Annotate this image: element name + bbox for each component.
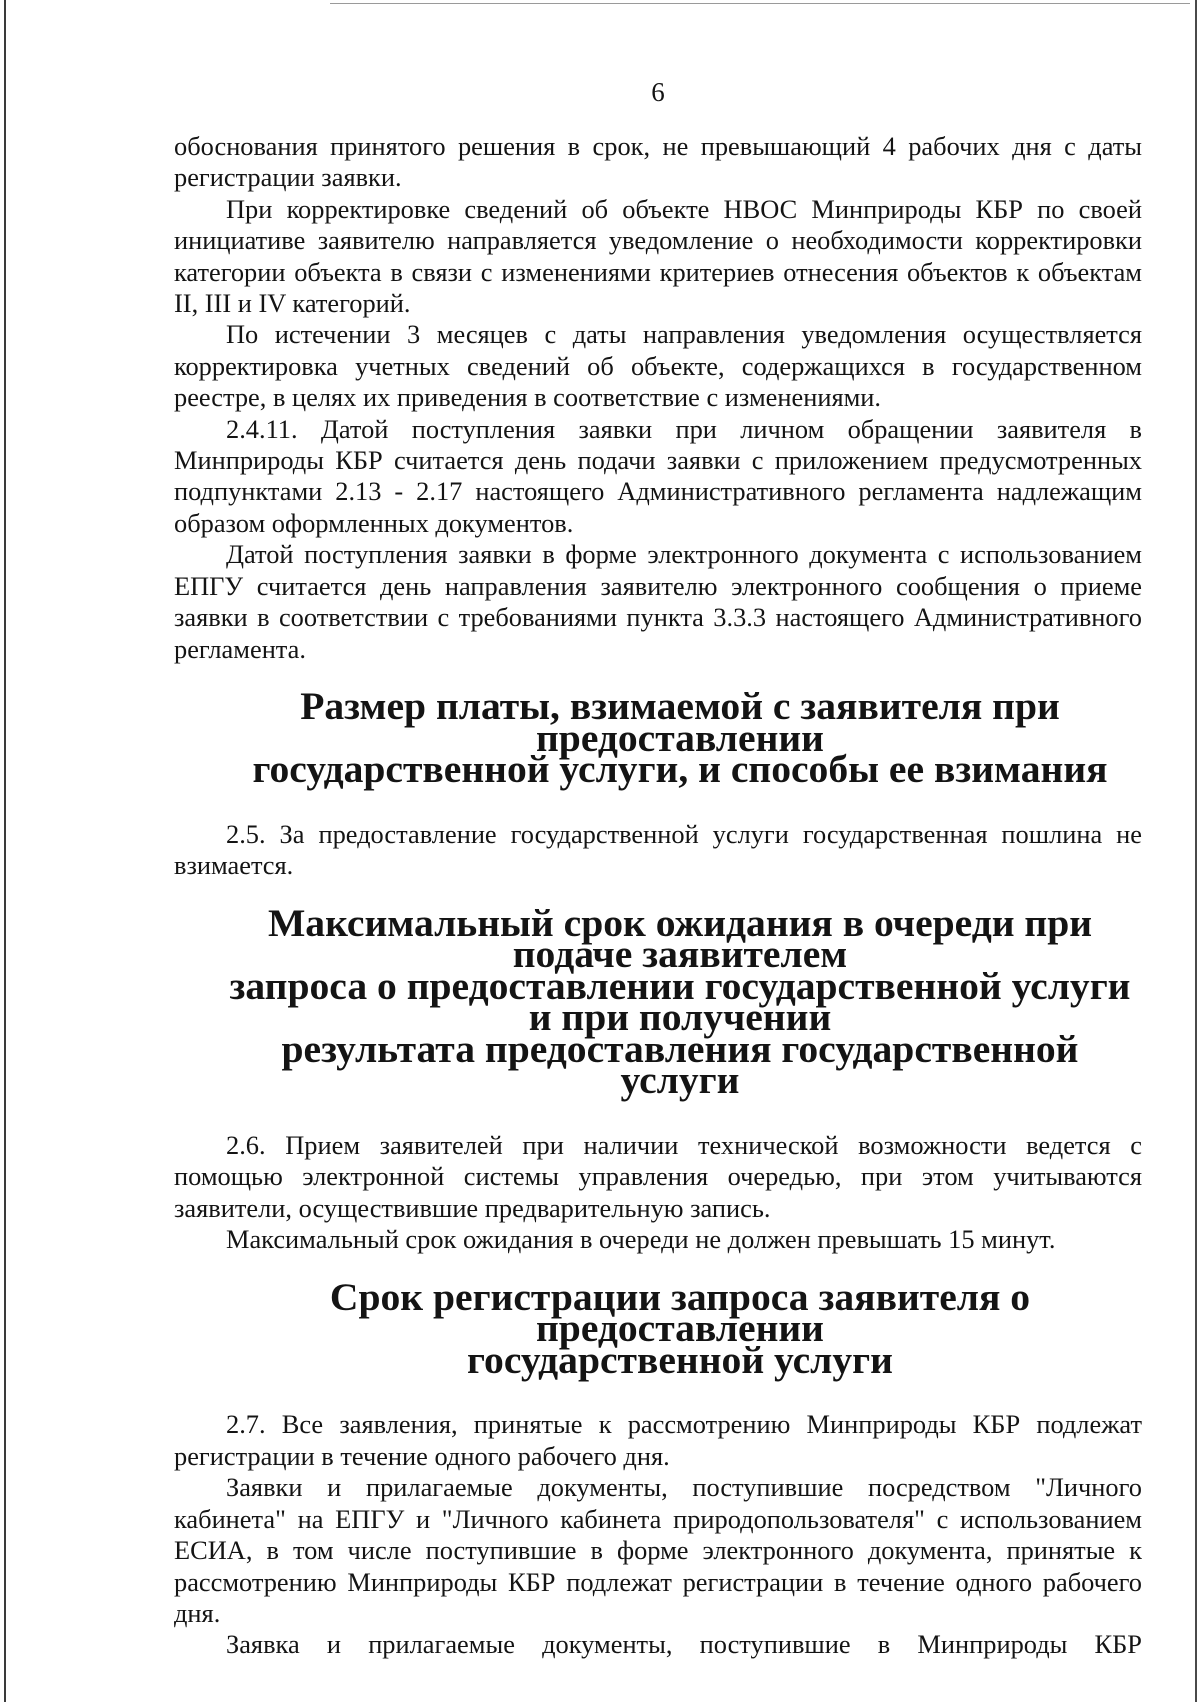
scan-edge-top	[330, 3, 1190, 4]
section-heading-queue	[174, 900, 1142, 1103]
heading-line: результата предоставления государственной услуги	[281, 1026, 1079, 1103]
scan-edge-right	[1195, 0, 1197, 1702]
paragraph-max-wait: Максимальный срок ожидания в очереди не должен превышать 15 минут.	[226, 1224, 1056, 1255]
paragraph-2-5: 2.5. За предоставление государственной услуги государственная пошлина не взимается.	[174, 818, 1142, 881]
paragraph-expiry: По истечении 3 месяцев с даты направления уведомления осуществляется корректировка учетных сведений об объекте, содержащихся в государственном реестре, в целях их приведения в соответствие с изменениями.	[174, 319, 1142, 413]
heading-line: государственной услуги, и способы ее взимания	[252, 747, 1108, 792]
heading-line: Максимальный срок ожидания в очереди при подаче заявителем	[267, 900, 1093, 977]
paragraph-2-6: 2.6. Прием заявителей при наличии технической возможности ведется с помощью электронной системы управления очередью, при этом учитываются заявители, осуществившие предварительную запись.	[174, 1130, 1142, 1223]
scan-edge-left	[4, 0, 6, 1702]
paragraph-correction: При корректировке сведений об объекте НВОС Минприроды КБР по своей инициативе заявителю направляется уведомление о необходимости корректировки категории объекта в связи с изменениями критериев отнесения объектов к объектам II, III и IV категорий.	[174, 193, 1142, 319]
section-heading-fee	[174, 683, 1142, 792]
page-number: 6	[651, 77, 665, 107]
paragraph-personal-cabinet: Заявки и прилагаемые документы, поступившие посредством "Личного кабинета" на ЕПГУ и "Личного кабинета природопользователя" с использованием ЕСИА, в том числе поступившие в форме электронного документа, принятые к рассмотрению Минприроды КБР подлежат регистрации в течение одного рабочего дня.	[174, 1472, 1142, 1628]
heading-line: запроса о предоставлении государственной услуги и при получении	[229, 963, 1131, 1040]
document-body	[174, 131, 1142, 1661]
heading-line: Срок регистрации запроса заявителя о предоставлении	[329, 1274, 1031, 1351]
heading-line: Размер платы, взимаемой с заявителя при предоставлении	[300, 683, 1060, 760]
section-heading-registration	[174, 1274, 1142, 1382]
paragraph-received: Заявка и прилагаемые документы, поступившие в Минприроды КБР	[226, 1629, 1142, 1660]
heading-line: государственной услуги	[467, 1337, 893, 1382]
paragraph-electronic-date: Датой поступления заявки в форме электронного документа с использованием ЕПГУ считается день направления заявителю электронного сообщения о приеме заявки в соответствии с требованиями пункта 3.3.3 настоящего Административного регламента.	[174, 539, 1142, 664]
paragraph-continuation: обоснования принятого решения в срок, не превышающий 4 рабочих дня с даты регистрации заявки.	[174, 131, 1142, 193]
paragraph-2-7: 2.7. Все заявления, принятые к рассмотрению Минприроды КБР подлежат регистрации в течение одного рабочего дня.	[174, 1409, 1142, 1471]
paragraph-2-4-11: 2.4.11. Датой поступления заявки при личном обращении заявителя в Минприроды КБР считается день подачи заявки с приложением предусмотренных подпунктами 2.13 - 2.17 настоящего Административного регламента надлежащим образом оформленных документов.	[174, 413, 1142, 538]
